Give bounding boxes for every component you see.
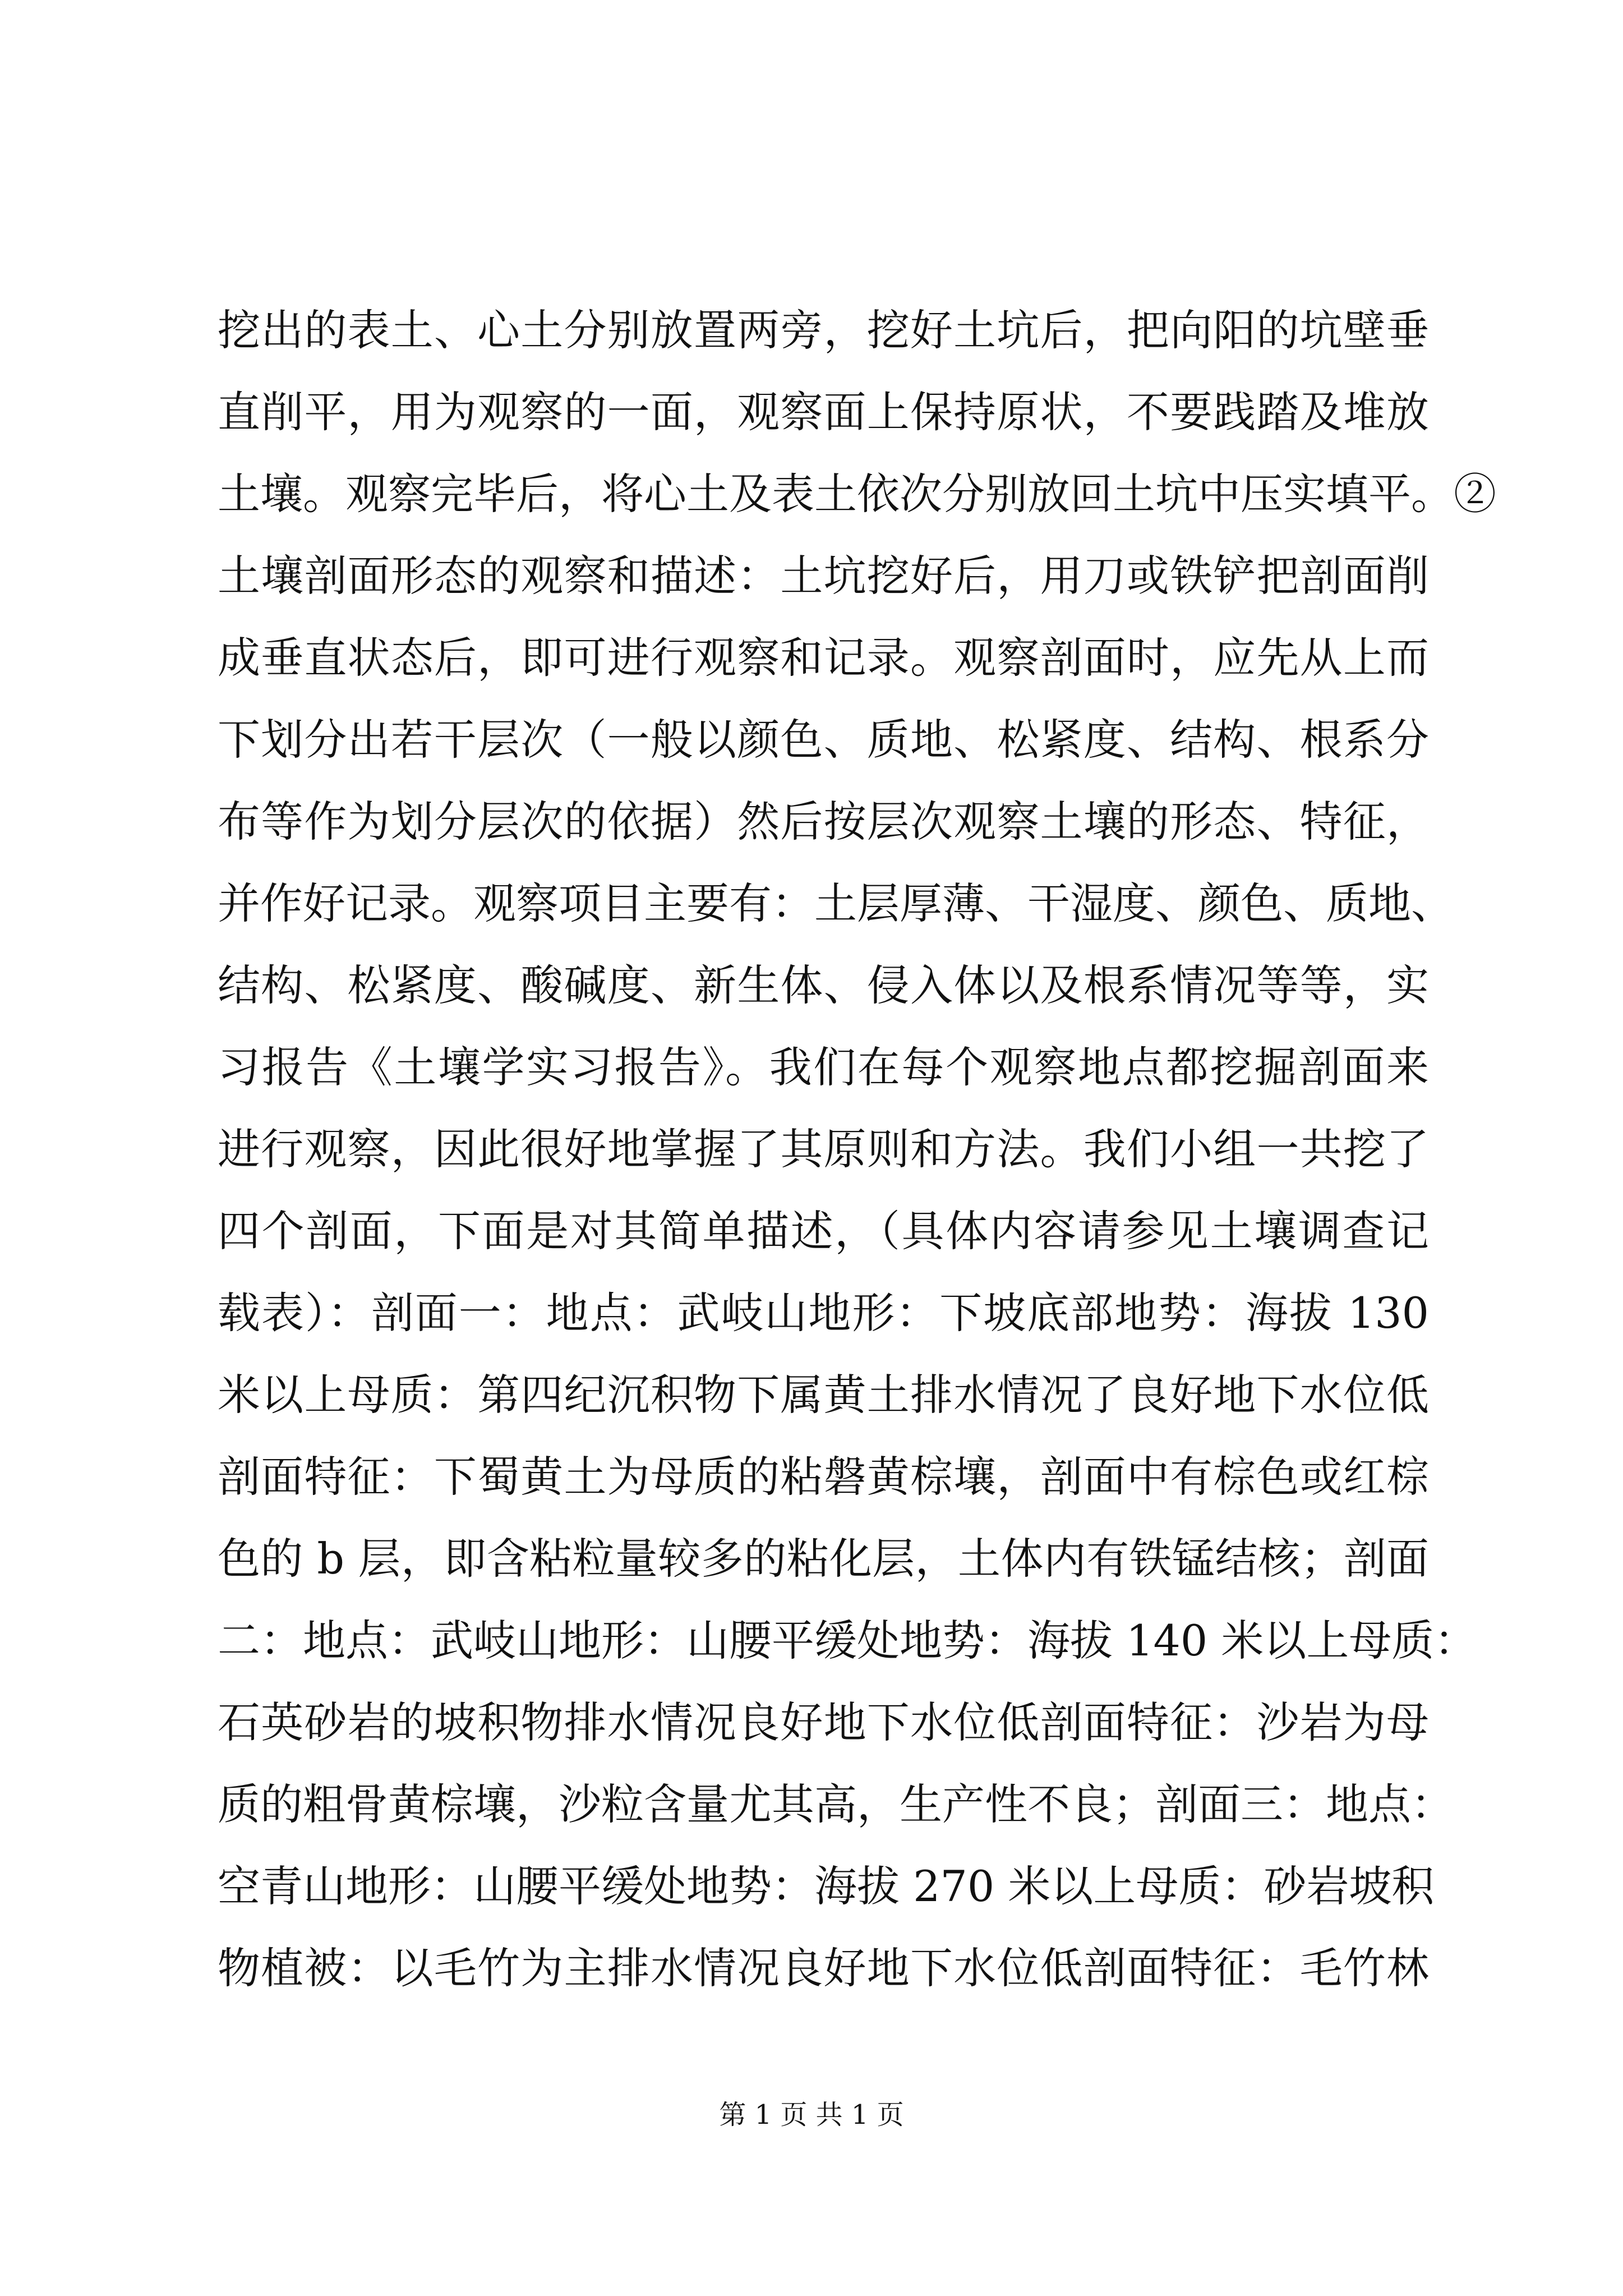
text-line: 空青山地形：山腰平缓处地势：海拔 270 米以上母质：砂岩坡积 [218, 1861, 1435, 1911]
text-line: 挖出的表土、心土分别放置两旁，挖好土坑后，把向阳的坑壁垂 [218, 305, 1429, 355]
text-line: 土壤。观察完毕后，将心土及表土依次分别放回土坑中压实填平。② [218, 469, 1496, 519]
text-line: 习报告《土壤学实习报告》。我们在每个观察地点都挖掘剖面来 [218, 1042, 1429, 1092]
text-line: 质的粗骨黄棕壤，沙粒含量尤其高，生产性不良；剖面三：地点： [218, 1779, 1454, 1829]
text-line: 下划分出若干层次（一般以颜色、质地、松紧度、结构、根系分 [218, 715, 1429, 765]
text-line: 载表）：剖面一：地点：武岐山地形：下坡底部地势：海拔 130 [218, 1288, 1429, 1338]
text-line: 四个剖面，下面是对其简单描述，（具体内容请参见土壤调查记 [218, 1206, 1429, 1256]
text-line: 石英砂岩的坡积物排水情况良好地下水位低剖面特征：沙岩为母 [218, 1697, 1429, 1747]
page-footer [0, 2098, 1623, 2132]
text-line: 结构、松紧度、酸碱度、新生体、侵入体以及根系情况等等，实 [218, 960, 1429, 1010]
text-line: 剖面特征：下蜀黄土为母质的粘磐黄棕壤，剖面中有棕色或红棕 [218, 1452, 1429, 1502]
text-line: 进行观察，因此很好地掌握了其原则和方法。我们小组一共挖了 [218, 1124, 1429, 1174]
text-line: 土壤剖面形态的观察和描述：土坑挖好后，用刀或铁铲把剖面削 [218, 551, 1429, 601]
text-line: 直削平，用为观察的一面，观察面上保持原状，不要践踏及堆放 [218, 387, 1429, 437]
text-line: 米以上母质：第四纪沉积物下属黄土排水情况了良好地下水位低 [218, 1370, 1429, 1420]
body-text [218, 289, 1496, 2009]
text-line: 布等作为划分层次的依据）然后按层次观察土壤的形态、特征， [218, 797, 1429, 846]
text-line: 二：地点：武岐山地形：山腰平缓处地势：海拔 140 米以上母质： [218, 1616, 1477, 1665]
text-line: 并作好记录。观察项目主要有：土层厚薄、干湿度、颜色、质地、 [218, 878, 1454, 928]
text-line: 物植被：以毛竹为主排水情况良好地下水位低剖面特征：毛竹林 [218, 1943, 1429, 1993]
text-line: 色的 b 层，即含粘粒量较多的粘化层，土体内有铁锰结核；剖面 [218, 1534, 1429, 1584]
page-number-label: 第 1 页 共 1 页 [719, 2099, 904, 2131]
text-line: 成垂直状态后，即可进行观察和记录。观察剖面时，应先从上而 [218, 633, 1429, 683]
